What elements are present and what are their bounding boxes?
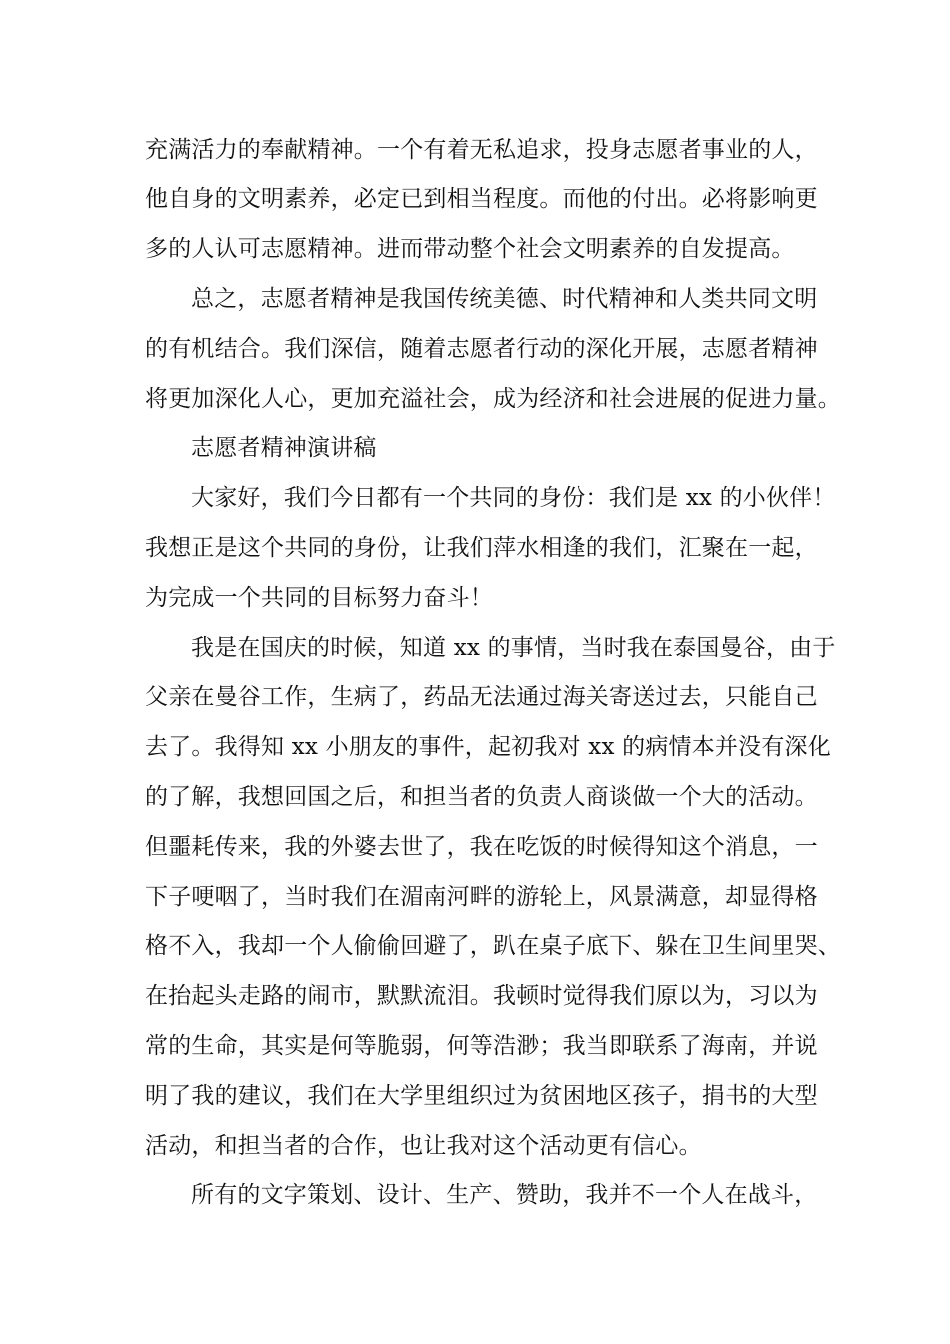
text-line: 我想正是这个共同的身份，让我们萍水相逢的我们，汇聚在一起， [145,535,818,561]
text-line: 总之，志愿者精神是我国传统美德、时代精神和人类共同文明 [191,286,818,312]
text-line: 活动，和担当者的合作，也让我对这个活动更有信心。 [145,1133,702,1159]
text-line: 他自身的文明素养，必定已到相当程度。而他的付出。必将影响更 [145,186,818,212]
text-line: 的有机结合。我们深信，随着志愿者行动的深化开展，志愿者精神 [145,336,818,362]
text-line: 大家好，我们今日都有一个共同的身份：我们是 xx 的小伙伴！ [191,485,836,511]
text-line: 为完成一个共同的目标努力奋斗！ [145,585,493,611]
text-line: 去了。我得知 xx 小朋友的事件，起初我对 xx 的病情本并没有深化 [145,734,831,760]
text-line: 的了解，我想回国之后，和担当者的负责人商谈做一个大的活动。 [145,784,818,810]
text-line: 下子哽咽了，当时我们在湄南河畔的游轮上，风景满意，却显得格 [145,884,818,910]
text-line: 所有的文字策划、设计、生产、赞助，我并不一个人在战斗， [191,1182,818,1208]
text-line: 我是在国庆的时候，知道 xx 的事情，当时我在泰国曼谷，由于 [191,635,836,661]
text-line: 明了我的建议，我们在大学里组织过为贫困地区孩子，捐书的大型 [145,1083,818,1109]
text-line: 在抬起头走路的闹市，默默流泪。我顿时觉得我们原以为，习以为 [145,983,818,1009]
text-line: 将更加深化人心，更加充溢社会，成为经济和社会进展的促进力量。 [145,386,841,412]
text-line: 父亲在曼谷工作，生病了，药品无法通过海关寄送过去，只能自己 [145,684,818,710]
text-line: 常的生命，其实是何等脆弱，何等浩渺；我当即联系了海南，并说 [145,1033,818,1059]
text-line: 充满活力的奉献精神。一个有着无私追求，投身志愿者事业的人， [145,137,818,163]
text-line: 但噩耗传来，我的外婆去世了，我在吃饭的时候得知这个消息，一 [145,834,818,860]
text-line: 多的人认可志愿精神。进而带动整个社会文明素养的自发提高。 [145,236,795,262]
text-line: 格不入，我却一个人偷偷回避了，趴在桌子底下、躲在卫生间里哭、 [145,933,841,959]
section-heading: 志愿者精神演讲稿 [191,435,377,461]
